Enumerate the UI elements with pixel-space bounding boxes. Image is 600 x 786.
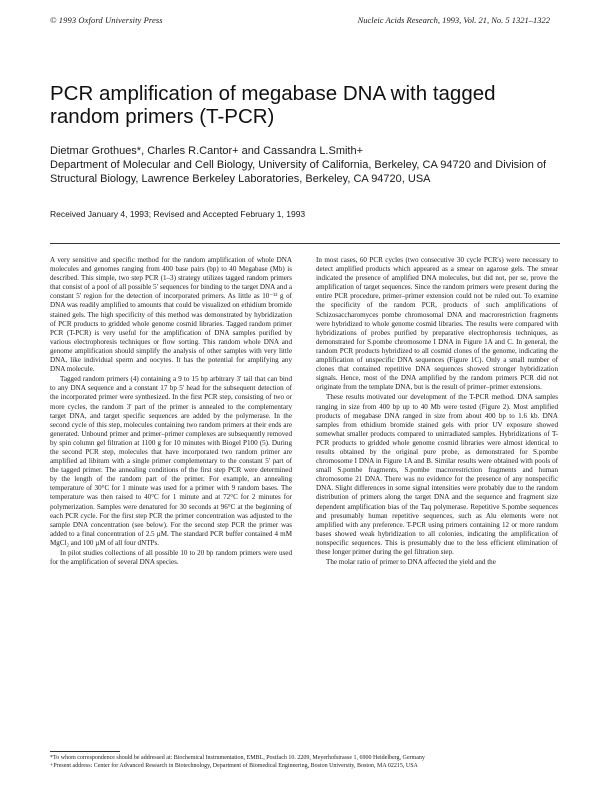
footnote-correspondence: *To whom correspondence should be addressed at: Biochemical Instrumentation, EMBL, Postfach 10. 2209, Meyerhofstrasse 1, 6900 Heidelberg, Germany — [50, 755, 425, 761]
affiliation: Department of Molecular and Cell Biology, University of California, Berkeley, CA 94720 and Division of Structural Biology, Lawrence Berkeley Laboratories, Berkeley, CA 94720, USA — [50, 159, 547, 185]
author-list: Dietmar Grothues*, Charles R.Cantor+ and Cassandra L.Smith+ — [50, 145, 364, 157]
right-column — [316, 256, 558, 568]
footnotes — [50, 754, 570, 770]
body-paragraph: Tagged random primers (4) containing a 9 to 15 bp arbitrary 3' tail that can bind to any DNA sequence and a constant 17 bp 5' head for the subsequent detection of the incorporated primer were synthesized. In the first PCR step, consisting of two or more cycles, the random 3' part of the primer is annealed to the complementary target DNA, and target specific sequences are added by the polymerase. In the second cycle of this step, molecules containing two random primers at their ends are generated. Unbound primer and primer–primer complexes are subsequently removed by spin column gel filtration at 1100 g for 10 minutes with Biogel P100 (5). During the second PCR step, molecules that have incorporated two random primer are amplified ad libitum with a single primer complementary to the constant 5' part of the tagged primer. The annealing conditions of the first step PCR were determined by the length of the random part of the primer. For example, an annealing temperature of 30°C for 1 minute was used for a primer with 9 random bases. The temperature was then raised to 40°C for 1 minute and at 72°C for 2 minutes for polymerization. Samples were denatured for 30 seconds at 96°C at the beginning of each PCR cycle. For the first step PCR the primer concentration was adjusted to the sample DNA concentration (see below). For the second step PCR the primer was added to a final concentration of 2.5 µM. The standard PCR buffer contained 4 mM MgCl₂ and 100 µM of all four dNTPs. — [50, 375, 292, 547]
article-title: PCR amplification of megabase DNA with tagged random primers (T-PCR) — [50, 82, 496, 128]
received-dates: Received January 4, 1993; Revised and Accepted February 1, 1993 — [50, 209, 306, 219]
body-paragraph: In pilot studies collections of all possible 10 to 20 bp random primers were used for the amplification of several DNA species. — [50, 549, 292, 567]
journal-citation: Nucleic Acids Research, 1993, Vol. 21, No. 5 1321–1322 — [357, 15, 550, 25]
copyright-line: © 1993 Oxford University Press — [50, 15, 163, 25]
body-paragraph: The molar ratio of primer to DNA affected the yield and the — [326, 558, 496, 567]
footnote-divider — [50, 751, 120, 752]
body-paragraph: In most cases, 60 PCR cycles (two consecutive 30 cycle PCR's) were necessary to detect amplified products which appeared as a smear on agarose gels. The smear indicated the presence of amplified DNA molecules, but did not, per se, prove the amplification of target sequences. Since the random primers were present during the entire PCR procedure, primer–primer extension could not be ruled out. To examine the specificity of the random PCR, products of such amplifications of Schizosaccharomyces pombe chromosomal DNA and macrorestriction fragments were hybridized to whole genome cosmid libraries. The results were compared with hybridizations of probes purified by preparative electrophoresis techniques, as demonstrated for S.pombe chromosome I DNA in Figure 1A and C. In general, the random PCR products hybridized to all cosmid clones of the genome, indicating the amplification of unspecific DNA sequences (Figure 1C). Only a small number of clones that contained repetitive DNA sequences showed stronger hybridization signals. Hence, most of the DNA amplified by the random primers PCR did not originate from the template DNA, but is the result of primer–primer extensions. — [316, 256, 558, 392]
header-divider — [50, 243, 560, 244]
left-column — [50, 256, 292, 568]
body-paragraph: These results motivated our development of the T-PCR method. DNA samples ranging in size from 400 bp up to 40 Mb were tested (Figure 2). Most amplified products of megabase DNA ranged in size from about 400 bp to 1.6 kb. DNA samples from ethidium bromide stained gels with prior UV exposure showed somewhat smaller products compared to unirradiated samples. Hybridizations of T-PCR products to gridded whole genome cosmid libraries were almost identical to results obtained by the original pure probe, as demonstrated for S.pombe chromosome I DNA in Figure 1A and B. Similar results were obtained with pools of small S.pombe fragments, S.pombe macrorestriction fragments and human chromosome 21 DNA. There was no evidence for the presence of any nonspecific DNA. Slight differences in some signal intensities were probably due to the random distribution of primers along the target DNA and the sequence and fragment size dependent amplification bias of the Taq polymerase. Repetitive S.pombe sequences and presumably human repetitive sequences, such as Alu elements were not amplified with any preference. T-PCR using primers containing 12 or more random bases showed weak hybridization to all colonies, indicating the amplification of nonspecific sequences. This is presumably due to the less efficient elimination of these longer primer during the gel filtration step. — [316, 393, 558, 556]
abstract-paragraph: A very sensitive and specific method for the random amplification of whole DNA molecules and genomes ranging from 400 base pairs (bp) to 40 Megabase (Mb) is described. This simple, two step PCR (1–3) strategy utilizes tagged random primers that consist of a pool of all possible 5' sequences for binding to the target DNA and a constant 5' region for the detection of incorporated primers. As little as 10⁻¹² g of DNA was readily amplified to amounts that could be visualized on ethidium bromide stained gels. The high specificity of this method was demonstrated by hybridization of PCR products to gridded whole genome cosmid libraries. Tagged random primer PCR (T-PCR) is very useful for the amplification of DNA samples purified by various electrophoresis techniques or flow sorting. This random whole DNA and genome amplification should simplify the analysis of other samples with very little DNA, like individual sperm and oocytes. It has the potential for amplifying any DNA molecule. — [50, 256, 292, 374]
footnote-present-address: +Present address: Center for Advanced Research in Biotechnology, Department of Biomedical Engineering, Boston University, Boston, MA 02215, USA — [50, 763, 418, 769]
